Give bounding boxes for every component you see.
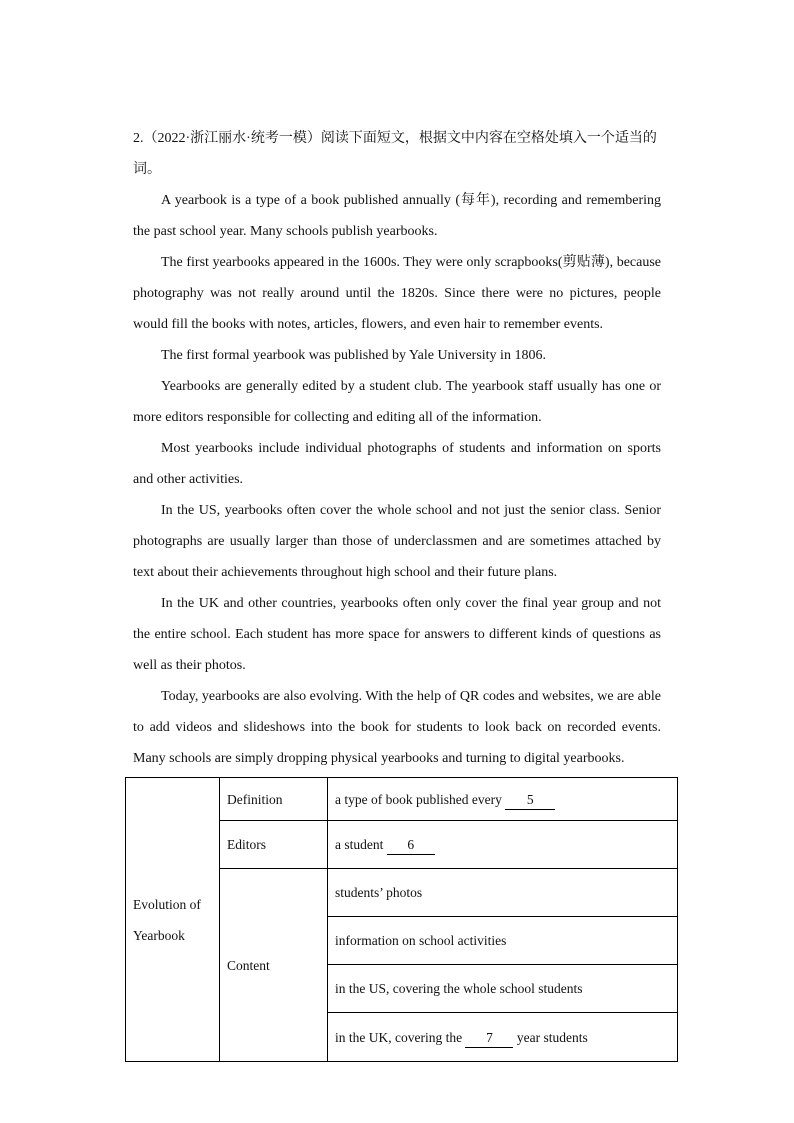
content-cell [328,778,678,821]
blank-6[interactable]: 6 [387,836,435,855]
paragraph: In the UK and other countries, yearbooks often only cover the final year group and not the entire school. Each student has more space for answers to different kinds of questions as well as their photos. [133,596,661,673]
editors-text: a student [335,837,384,852]
paragraph: In the US, yearbooks often cover the whole school and not just the senior class. Senior photographs are usually larger than those of underclassmen and are sometimes attached by text about their achievements throughout high school and their future plans. [133,503,661,580]
main-label-cell [126,778,220,1062]
blank-5[interactable]: 5 [505,791,555,810]
category-cell [220,869,328,1062]
content-item-suffix: year students [516,1029,588,1045]
main-label: Evolution of Yearbook [133,896,201,943]
content-cell [328,821,678,869]
paragraph: The first formal yearbook was published by Yale University in 1806. [161,348,546,363]
content-cell [328,965,678,1013]
editors-label: Editors [227,837,266,852]
content-cell [328,1013,678,1062]
paragraph: The first yearbooks appeared in the 1600s. They were only scrapbooks(剪贴薄), because photography was not really around until the 1820s. Since there were no pictures, people would fill the books with notes, articles, flowers, and even hair to remember events. [133,255,661,332]
content-cell [328,917,678,965]
paragraph: Yearbooks are generally edited by a student club. The yearbook staff usually has one or more editors responsible for collecting and editing all of the information. [133,379,661,425]
paragraph: Today, yearbooks are also evolving. With the help of QR codes and websites, we are able to add videos and slideshows into the book for students to look back on recorded events. Many schools are simply dropping physical yearbooks and turning to digital yearbooks. [133,689,661,766]
content-item: in the US, covering the whole school students [335,981,583,996]
content-label: Content [227,957,270,973]
table-row [126,778,678,821]
paragraph: Most yearbooks include individual photographs of students and information on sports and other activities. [133,441,661,487]
blank-7[interactable]: 7 [465,1029,513,1048]
content-item: students’ photos [335,885,423,900]
reading-passage [133,123,661,774]
content-item: in the UK, covering the [335,1029,463,1045]
paragraph: A yearbook is a type of a book published annually (每年), recording and remembering the past school year. Many schools publish yearbooks. [133,193,661,239]
category-cell [220,821,328,869]
category-cell [220,778,328,821]
definition-label: Definition [227,791,283,807]
content-item: information on school activities [335,933,507,948]
summary-table [125,777,678,1062]
definition-text: a type of book published every [335,791,502,807]
content-cell [328,869,678,917]
question-header: 2.（2022·浙江丽水·统考一模）阅读下面短文，根据文中内容在空格处填入一个适当的词。 [133,131,657,177]
